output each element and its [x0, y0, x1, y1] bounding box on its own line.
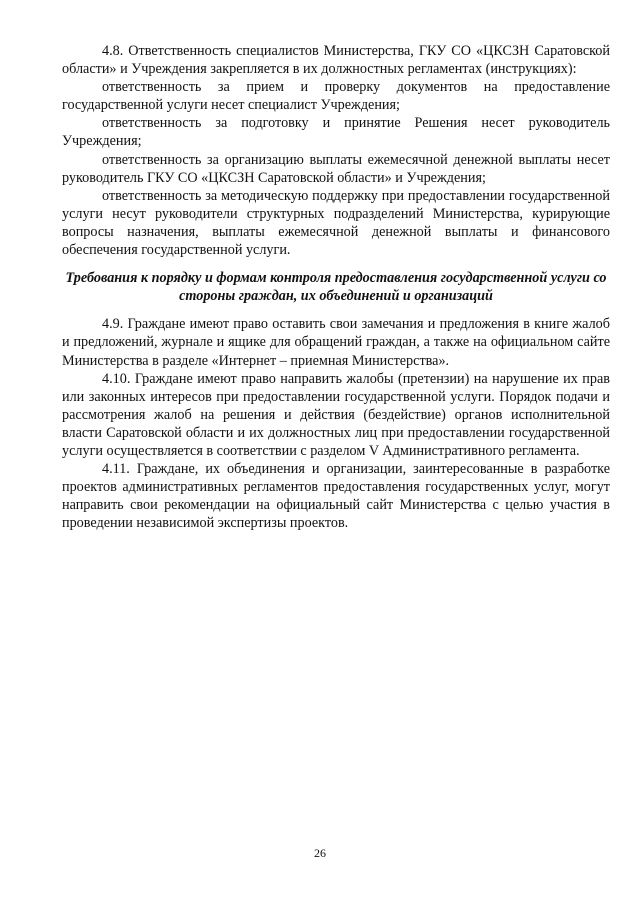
page-number: 26	[314, 846, 326, 860]
paragraph-4-8: 4.8. Ответственность специалистов Министерства, ГКУ СО «ЦКСЗН Саратовской области» и Учреждения закрепляется в их должностных регламентах (инструкциях):	[62, 43, 610, 78]
paragraph-responsibility-decision: ответственность за подготовку и принятие Решения несет руководитель Учреждения;	[62, 115, 610, 150]
paragraph-4-11: 4.11. Граждане, их объединения и организации, заинтересованные в разработке проектов административных регламентов предоставления государственных услуг, могут направить свои рекомендации на официальный сайт Министерства с целью участия в проведении независимой экспертизы проектов.	[62, 461, 610, 532]
paragraph-4-10: 4.10. Граждане имеют право направить жалобы (претензии) на нарушение их прав или законных интересов при предоставлении государственной услуги. Порядок подачи и рассмотрения жалоб на решения и действия (бездействие) органов исполнительной власти Саратовской области и их должностных лиц при предоставлении государственной услуги осуществляется в соответствии с разделом V Административного регламента.	[62, 370, 610, 459]
paragraph-4-9: 4.9. Граждане имеют право оставить свои замечания и предложения в книге жалоб и предложений, журнале и ящике для обращений граждан, а также на официальном сайте Министерства в разделе «Интернет – приемная Министерства».	[62, 316, 610, 369]
paragraph-responsibility-methodical: ответственность за методическую поддержку при предоставлении государственной услуги несут руководители структурных подразделений Министерства, курирующие вопросы назначения, выплаты ежемесячной денежной выплаты и финансового обеспечения государственной услуги.	[62, 187, 610, 259]
paragraph-responsibility-reception: ответственность за прием и проверку документов на предоставление государственной услуги несет специалист Учреждения;	[62, 79, 610, 114]
paragraph-responsibility-payment: ответственность за организацию выплаты ежемесячной денежной выплаты несет руководитель ГКУ СО «ЦКСЗН Саратовской области» и Учреждения;	[62, 151, 610, 186]
section-heading: Требования к порядку и формам контроля предоставления государственной услуги со стороны граждан, их объединений и организаций	[65, 270, 607, 305]
document-body	[62, 42, 610, 532]
